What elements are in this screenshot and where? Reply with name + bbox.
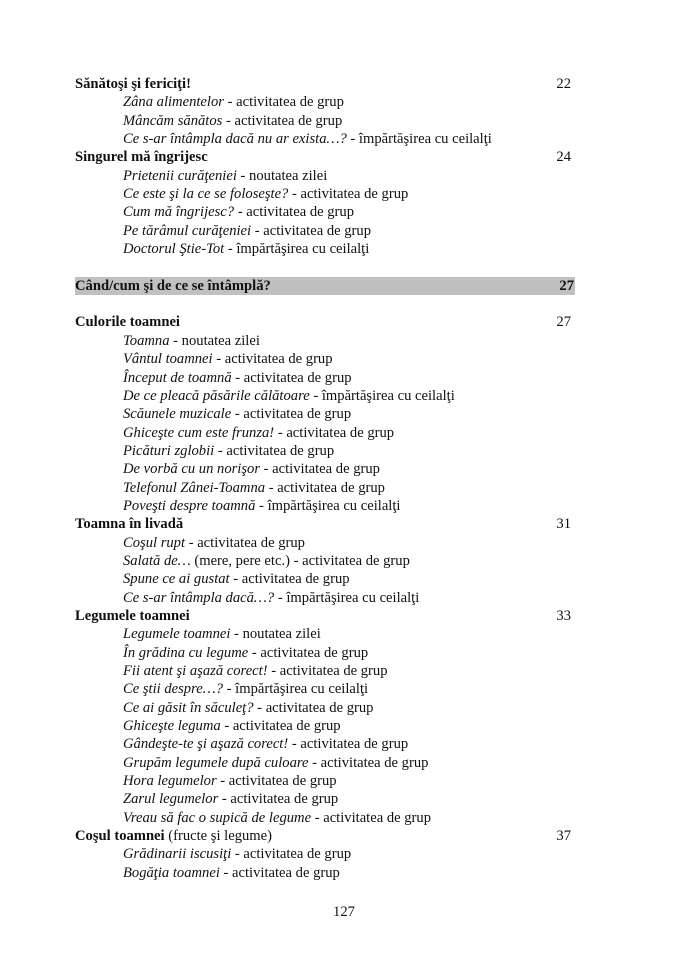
toc-heading-title: Singurel mă îngrijesc [75, 149, 208, 166]
toc-item [75, 570, 575, 588]
toc-item-type: - activitatea de grup [231, 846, 352, 863]
table-of-contents [75, 75, 575, 882]
toc-item-name: În grădina cu legume [123, 644, 249, 661]
toc-item [75, 497, 575, 515]
toc-item-name: Gândeşte-te şi aşază corect! [123, 736, 289, 753]
toc-item-name: Început de toamnă [123, 369, 232, 386]
toc-heading [75, 827, 575, 845]
toc-page-number: 33 [556, 607, 571, 624]
toc-item-type: - activitatea de grup [253, 699, 374, 716]
toc-page-number: 22 [556, 76, 571, 92]
toc-item-type: - împărtăşirea cu ceilalţi [309, 387, 455, 404]
toc-item [75, 130, 575, 148]
toc-item [75, 442, 575, 460]
toc-item-type: - activitatea de grup [218, 791, 339, 808]
toc-item-type: - activitatea de grup [274, 424, 395, 441]
toc-item [75, 754, 575, 772]
toc-item-type: - activitatea de grup [185, 534, 305, 551]
toc-item-name: Poveşti despre toamnă [123, 497, 256, 514]
toc-item [75, 644, 575, 662]
toc-item-name: Hora legumelor [123, 773, 217, 790]
toc-item-type: - activitatea de grup [231, 369, 352, 386]
toc-item [75, 772, 575, 790]
toc-heading-title: Culorile toamnei [75, 314, 180, 331]
toc-item-name: Zâna alimentelor [123, 94, 224, 111]
toc-item-name: Coşul rupt [123, 534, 186, 551]
toc-item [75, 369, 575, 387]
toc-page-number: 24 [556, 149, 571, 166]
toc-heading-title: Sănătoşi şi fericiţi! [75, 76, 191, 92]
toc-item [75, 552, 575, 570]
spacer [75, 295, 575, 313]
toc-item [75, 845, 575, 863]
toc-item [75, 240, 575, 258]
toc-item [75, 203, 575, 221]
toc-item-name: Spune ce ai gustat [123, 571, 230, 588]
toc-page-number: 27 [556, 314, 571, 331]
toc-item [75, 460, 575, 478]
toc-item-name: Grupăm legumele după culoare [123, 754, 309, 771]
toc-page-number: 31 [556, 516, 571, 533]
toc-item-type: - împărtăşirea cu ceilalţi [255, 497, 401, 514]
toc-item [75, 112, 575, 130]
toc-item [75, 735, 575, 753]
toc-item [75, 534, 575, 552]
toc-item-type: - activitatea de grup [265, 479, 385, 496]
toc-item-type: (mere, pere etc.) - activitatea de grup [190, 552, 410, 569]
chapter-title: Când/cum şi de ce se întâmplă? [75, 277, 271, 294]
toc-item [75, 589, 575, 607]
toc-item-name: Vreau să fac o supică de legume [123, 809, 312, 826]
chapter-page-number: 27 [559, 277, 574, 294]
toc-item-type: - activitatea de grup [214, 442, 335, 459]
toc-item-type: - noutatea zilei [236, 167, 328, 184]
toc-item-type: - activitatea de grup [220, 718, 341, 735]
toc-item [75, 699, 575, 717]
toc-heading [75, 607, 575, 625]
spacer [75, 258, 575, 276]
toc-item-type: - activitatea de grup [308, 754, 429, 771]
toc-item-type: - activitatea de grup [229, 571, 350, 588]
toc-item-type: - activitatea de grup [248, 644, 369, 661]
toc-item-name: Cum mă îngrijesc? [123, 204, 235, 221]
toc-item [75, 717, 575, 735]
toc-item-type: - activitatea de grup [288, 736, 409, 753]
toc-item [75, 662, 575, 680]
toc-item-type: - noutatea zilei [169, 332, 260, 349]
toc-item [75, 332, 575, 350]
toc-item-name: Telefonul Zânei-Toamna [123, 479, 266, 496]
toc-item-name: Mâncăm sănătos [123, 112, 223, 129]
toc-item [75, 222, 575, 240]
toc-heading [75, 148, 575, 166]
toc-item-name: Picături zglobii [123, 442, 215, 459]
toc-item [75, 864, 575, 882]
toc-item-name: De vorbă cu un norişor [123, 461, 261, 478]
toc-item-type: - activitatea de grup [219, 864, 340, 881]
toc-item-name: Ce s-ar întâmpla dacă nu ar exista…? [123, 131, 347, 148]
toc-item-name: Grădinarii iscusiţi [123, 846, 232, 863]
chapter-band [75, 277, 575, 295]
toc-item-type: - împărtăşirea cu ceilalţi [224, 241, 370, 258]
toc-heading [75, 75, 575, 93]
toc-item-type: - împărtăşirea cu ceilalţi [346, 131, 492, 148]
toc-item-name: Ce este şi la ce se foloseşte? [123, 186, 289, 203]
toc-item [75, 625, 575, 643]
toc-item-type: - activitatea de grup [288, 186, 409, 203]
toc-item [75, 185, 575, 203]
toc-item-name: Fii atent şi aşază corect! [123, 663, 268, 679]
toc-item [75, 167, 575, 185]
toc-item [75, 790, 575, 808]
toc-item-type: - împărtăşirea cu ceilalţi [274, 589, 420, 606]
toc-item-type: - activitatea de grup [251, 222, 372, 239]
toc-item-name: Doctorul Ştie-Tot [123, 241, 225, 258]
toc-item-name: Ghiceşte cum este frunza! [123, 424, 275, 441]
toc-item-type: - activitatea de grup [223, 94, 344, 111]
toc-item-name: Prietenii curăţeniei [123, 167, 237, 184]
toc-item-type: - activitatea de grup [267, 663, 388, 679]
toc-item-name: Legumele toamnei [123, 626, 231, 643]
toc-heading [75, 313, 575, 331]
toc-heading-title: Toamna în livadă [75, 516, 184, 533]
toc-item-name: Toamna [123, 332, 170, 349]
toc-item-name: Pe tărâmul curăţeniei [123, 222, 252, 239]
toc-item [75, 405, 575, 423]
toc-item-type: - activitatea de grup [216, 773, 337, 790]
toc-item-name: Ce ai găsit în săculeţ? [123, 699, 254, 716]
toc-item-type: - noutatea zilei [230, 626, 321, 643]
toc-item-name: Scăunele muzicale [123, 406, 232, 423]
toc-heading-title [75, 828, 272, 844]
toc-page-number: 37 [556, 828, 571, 845]
toc-item-type: - activitatea de grup [234, 204, 355, 221]
toc-heading-title: Legumele toamnei [75, 607, 190, 624]
toc-heading [75, 515, 575, 533]
page-number-footer: 127 [333, 904, 355, 920]
toc-item-name: Ce s-ar întâmpla dacă…? [123, 589, 275, 606]
toc-item-name: De ce pleacă păsările călătoare [123, 387, 310, 404]
toc-item [75, 479, 575, 497]
toc-item-name: Zarul legumelor [123, 791, 219, 808]
toc-item [75, 350, 575, 368]
toc-item-type: - activitatea de grup [260, 461, 380, 478]
toc-heading-subtitle: (fructe şi legume) [164, 828, 272, 845]
toc-item-name: Bogăţia toamnei [123, 864, 220, 881]
toc-item-name: Vântul toamnei [123, 351, 213, 368]
toc-item-type: - împărtăşirea cu ceilalţi [223, 681, 369, 698]
toc-item-name: Ghiceşte leguma [123, 718, 221, 735]
toc-item [75, 680, 575, 698]
toc-item-name: Ce ştii despre…? [123, 681, 223, 698]
toc-heading-title-text: Coşul toamnei [75, 828, 165, 845]
toc-item [75, 809, 575, 827]
toc-item [75, 93, 575, 111]
toc-item-type: - activitatea de grup [231, 406, 352, 423]
toc-item-type: - activitatea de grup [212, 351, 333, 368]
toc-item-type: - activitatea de grup [222, 112, 343, 129]
toc-item [75, 387, 575, 405]
toc-item-name: Salată de… [123, 552, 191, 569]
toc-item [75, 424, 575, 442]
toc-item-type: - activitatea de grup [311, 809, 431, 826]
